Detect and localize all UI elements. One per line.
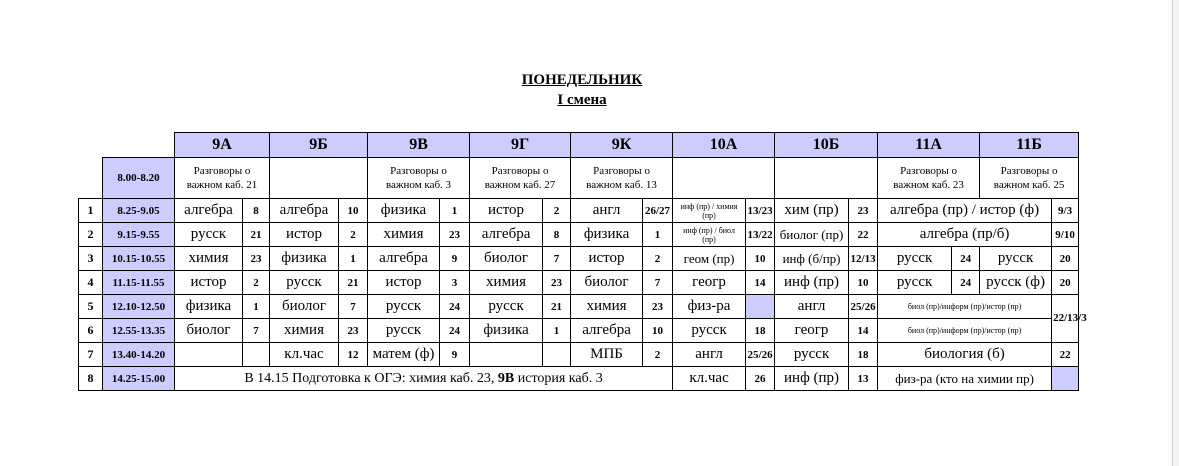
room-cell: 13/22	[746, 223, 775, 247]
room-cell: 10	[746, 247, 775, 271]
class-header: 10А	[673, 133, 775, 158]
class-header: 9Г	[470, 133, 571, 158]
room-cell: 1	[440, 199, 470, 223]
subject-cell: хим (пр)	[775, 199, 849, 223]
subject-cell: МПБ	[571, 343, 643, 367]
subject-cell: химия	[571, 295, 643, 319]
subject-cell-merged: биология (б)	[878, 343, 1052, 367]
subject-cell-merged: физ-ра (кто на химии пр)	[878, 367, 1052, 391]
subject-cell: геогр	[775, 319, 849, 343]
subject-cell: инф (пр)	[775, 271, 849, 295]
class-header: 9А	[175, 133, 270, 158]
subject-cell: русск (ф)	[980, 271, 1052, 295]
room-cell: 20	[1052, 247, 1079, 271]
empty-cell	[1052, 367, 1079, 391]
room-cell: 23	[543, 271, 571, 295]
talks-cell: Разговоры о важном каб. 3	[368, 158, 470, 199]
room-cell: 1	[543, 319, 571, 343]
room-cell: 23	[339, 319, 368, 343]
room-cell: 21	[243, 223, 270, 247]
subject-cell-merged: биол (пр)/информ (пр)/истор (пр)	[878, 295, 1052, 319]
note-text: В 14.15 Подготовка к ОГЭ: химия каб. 23,	[244, 370, 498, 386]
room-cell: 14	[746, 271, 775, 295]
subject-cell: русск	[368, 295, 440, 319]
talks-cell: Разговоры о важном каб. 21	[175, 158, 270, 199]
empty-cell	[775, 158, 878, 199]
subject-cell: физика	[175, 295, 243, 319]
lesson-number: 3	[79, 247, 103, 271]
lesson-number: 6	[79, 319, 103, 343]
room-cell: 24	[440, 295, 470, 319]
room-cell: 23	[440, 223, 470, 247]
subject-cell: русск	[270, 271, 339, 295]
note-text: история каб. 3	[514, 370, 603, 386]
subject-cell: русск	[878, 271, 952, 295]
talks-cell: Разговоры о важном каб. 27	[470, 158, 571, 199]
room-cell: 24	[952, 271, 980, 295]
room-cell	[746, 295, 775, 319]
room-cell: 2	[643, 343, 673, 367]
empty-cell	[270, 158, 368, 199]
subject-cell: физ-ра	[673, 295, 746, 319]
subject-cell: инф (пр) / биол (пр)	[673, 223, 746, 247]
subject-cell: кл.час	[673, 367, 746, 391]
room-cell: 9/3	[1052, 199, 1079, 223]
subject-cell: химия	[368, 223, 440, 247]
subject-cell: истор	[571, 247, 643, 271]
subject-cell: алгебра	[368, 247, 440, 271]
talks-row	[79, 158, 1079, 199]
subject-cell: русск	[368, 319, 440, 343]
room-cell: 10	[643, 319, 673, 343]
subject-cell: русск	[175, 223, 243, 247]
note-class: 9В	[497, 370, 515, 386]
subject-cell: алгебра	[270, 199, 339, 223]
room-cell: 2	[643, 247, 673, 271]
subject-cell: химия	[175, 247, 243, 271]
subject-cell: геогр	[673, 271, 746, 295]
subject-cell: инф (пр)	[775, 367, 849, 391]
room-cell: 24	[440, 319, 470, 343]
room-cell: 9	[440, 247, 470, 271]
page-title: ПОНЕДЕЛЬНИК	[521, 72, 643, 88]
class-header: 9Б	[270, 133, 368, 158]
subject-cell: англ	[571, 199, 643, 223]
lesson-row	[79, 367, 1079, 391]
subject-cell: русск	[673, 319, 746, 343]
lesson-row	[79, 319, 1079, 343]
room-cell: 24	[952, 247, 980, 271]
subject-cell: истор	[368, 271, 440, 295]
subject-cell: матем (ф)	[368, 343, 440, 367]
subject-cell: инф (пр) / химия (пр)	[673, 199, 746, 223]
lesson-number: 5	[79, 295, 103, 319]
shift-title: I смена	[557, 92, 607, 108]
room-cell: 21	[543, 295, 571, 319]
room-cell: 8	[543, 223, 571, 247]
corner-blank	[79, 133, 103, 158]
subject-cell: истор	[270, 223, 339, 247]
room-cell: 13	[849, 367, 878, 391]
class-header: 11Б	[980, 133, 1079, 158]
subject-cell: биолог	[470, 247, 543, 271]
room-cell: 10	[339, 199, 368, 223]
room-cell: 18	[746, 319, 775, 343]
room-cell: 7	[643, 271, 673, 295]
class-header-row	[79, 133, 1079, 158]
lesson-row	[79, 199, 1079, 223]
room-cell	[543, 343, 571, 367]
subject-cell: англ	[775, 295, 849, 319]
room-cell: 1	[243, 295, 270, 319]
subject-cell: химия	[470, 271, 543, 295]
lesson-row	[79, 295, 1079, 319]
lesson-row	[79, 343, 1079, 367]
room-cell: 21	[339, 271, 368, 295]
room-cell: 22	[1052, 343, 1079, 367]
class-header: 9В	[368, 133, 470, 158]
room-cell: 23	[243, 247, 270, 271]
lesson-time: 13.40-14.20	[103, 343, 175, 367]
subject-cell: алгебра	[571, 319, 643, 343]
subject-cell: физика	[470, 319, 543, 343]
room-cell: 9/10	[1052, 223, 1079, 247]
subject-cell: англ	[673, 343, 746, 367]
room-cell: 7	[543, 247, 571, 271]
subject-cell: физика	[270, 247, 339, 271]
room-cell: 23	[849, 199, 878, 223]
subject-cell: русск	[775, 343, 849, 367]
room-cell: 18	[849, 343, 878, 367]
corner-blank	[103, 133, 175, 158]
class-header: 10Б	[775, 133, 878, 158]
subject-cell: алгебра	[175, 199, 243, 223]
room-cell: 23	[643, 295, 673, 319]
subject-cell: истор	[175, 271, 243, 295]
talks-cell: Разговоры о важном каб. 25	[980, 158, 1079, 199]
room-cell: 10	[849, 271, 878, 295]
room-cell: 22	[849, 223, 878, 247]
lesson-time: 12.55-13.35	[103, 319, 175, 343]
subject-cell: инф (б/пр)	[775, 247, 849, 271]
lesson-number: 1	[79, 199, 103, 223]
lesson-number: 2	[79, 223, 103, 247]
subject-cell: химия	[270, 319, 339, 343]
room-cell: 2	[339, 223, 368, 247]
subject-cell: физика	[571, 223, 643, 247]
subject-cell: биолог (пр)	[775, 223, 849, 247]
room-cell	[243, 343, 270, 367]
lesson-row	[79, 247, 1079, 271]
room-cell: 22/13/3	[1052, 295, 1079, 343]
room-cell: 25/26	[746, 343, 775, 367]
room-cell: 9	[440, 343, 470, 367]
room-cell: 8	[243, 199, 270, 223]
lesson-time: 8.25-9.05	[103, 199, 175, 223]
subject-cell: физика	[368, 199, 440, 223]
room-cell: 13/23	[746, 199, 775, 223]
subject-cell-merged: алгебра (пр) / истор (ф)	[878, 199, 1052, 223]
room-cell: 7	[243, 319, 270, 343]
room-cell: 2	[543, 199, 571, 223]
page-edge	[1172, 0, 1179, 466]
room-cell: 2	[243, 271, 270, 295]
room-cell: 1	[643, 223, 673, 247]
lesson-time: 8.00-8.20	[103, 158, 175, 199]
subject-cell: геом (пр)	[673, 247, 746, 271]
lesson-time: 10.15-10.55	[103, 247, 175, 271]
exam-prep-note	[175, 367, 673, 391]
subject-cell-merged: алгебра (пр/б)	[878, 223, 1052, 247]
room-cell: 1	[339, 247, 368, 271]
lesson-number: 4	[79, 271, 103, 295]
schedule-table	[78, 132, 1087, 391]
lesson-number: 7	[79, 343, 103, 367]
lesson-time: 9.15-9.55	[103, 223, 175, 247]
lesson-time: 12.10-12.50	[103, 295, 175, 319]
subject-cell	[175, 343, 243, 367]
lesson-row	[79, 271, 1079, 295]
subject-cell: биолог	[175, 319, 243, 343]
subject-cell: русск	[980, 247, 1052, 271]
subject-cell	[470, 343, 543, 367]
subject-cell: биолог	[270, 295, 339, 319]
room-cell: 26/27	[643, 199, 673, 223]
talks-cell: Разговоры о важном каб. 23	[878, 158, 980, 199]
room-cell: 12	[339, 343, 368, 367]
subject-cell-merged: биол (пр)/информ (пр)/истор (пр)	[878, 319, 1052, 343]
subject-cell: биолог	[571, 271, 643, 295]
lesson-time: 11.15-11.55	[103, 271, 175, 295]
room-cell: 20	[1052, 271, 1079, 295]
subject-cell: алгебра	[470, 223, 543, 247]
talks-cell: Разговоры о важном каб. 13	[571, 158, 673, 199]
room-cell: 25/26	[849, 295, 878, 319]
room-cell: 3	[440, 271, 470, 295]
subject-cell: истор	[470, 199, 543, 223]
room-cell: 12/13	[849, 247, 878, 271]
empty-cell	[673, 158, 775, 199]
lesson-number: 8	[79, 367, 103, 391]
subject-cell: русск	[470, 295, 543, 319]
subject-cell: русск	[878, 247, 952, 271]
room-cell: 14	[849, 319, 878, 343]
row-number-blank	[79, 158, 103, 199]
subject-cell: кл.час	[270, 343, 339, 367]
lesson-row	[79, 223, 1079, 247]
class-header: 11А	[878, 133, 980, 158]
lesson-time: 14.25-15.00	[103, 367, 175, 391]
room-cell: 7	[339, 295, 368, 319]
class-header: 9К	[571, 133, 673, 158]
room-cell: 26	[746, 367, 775, 391]
